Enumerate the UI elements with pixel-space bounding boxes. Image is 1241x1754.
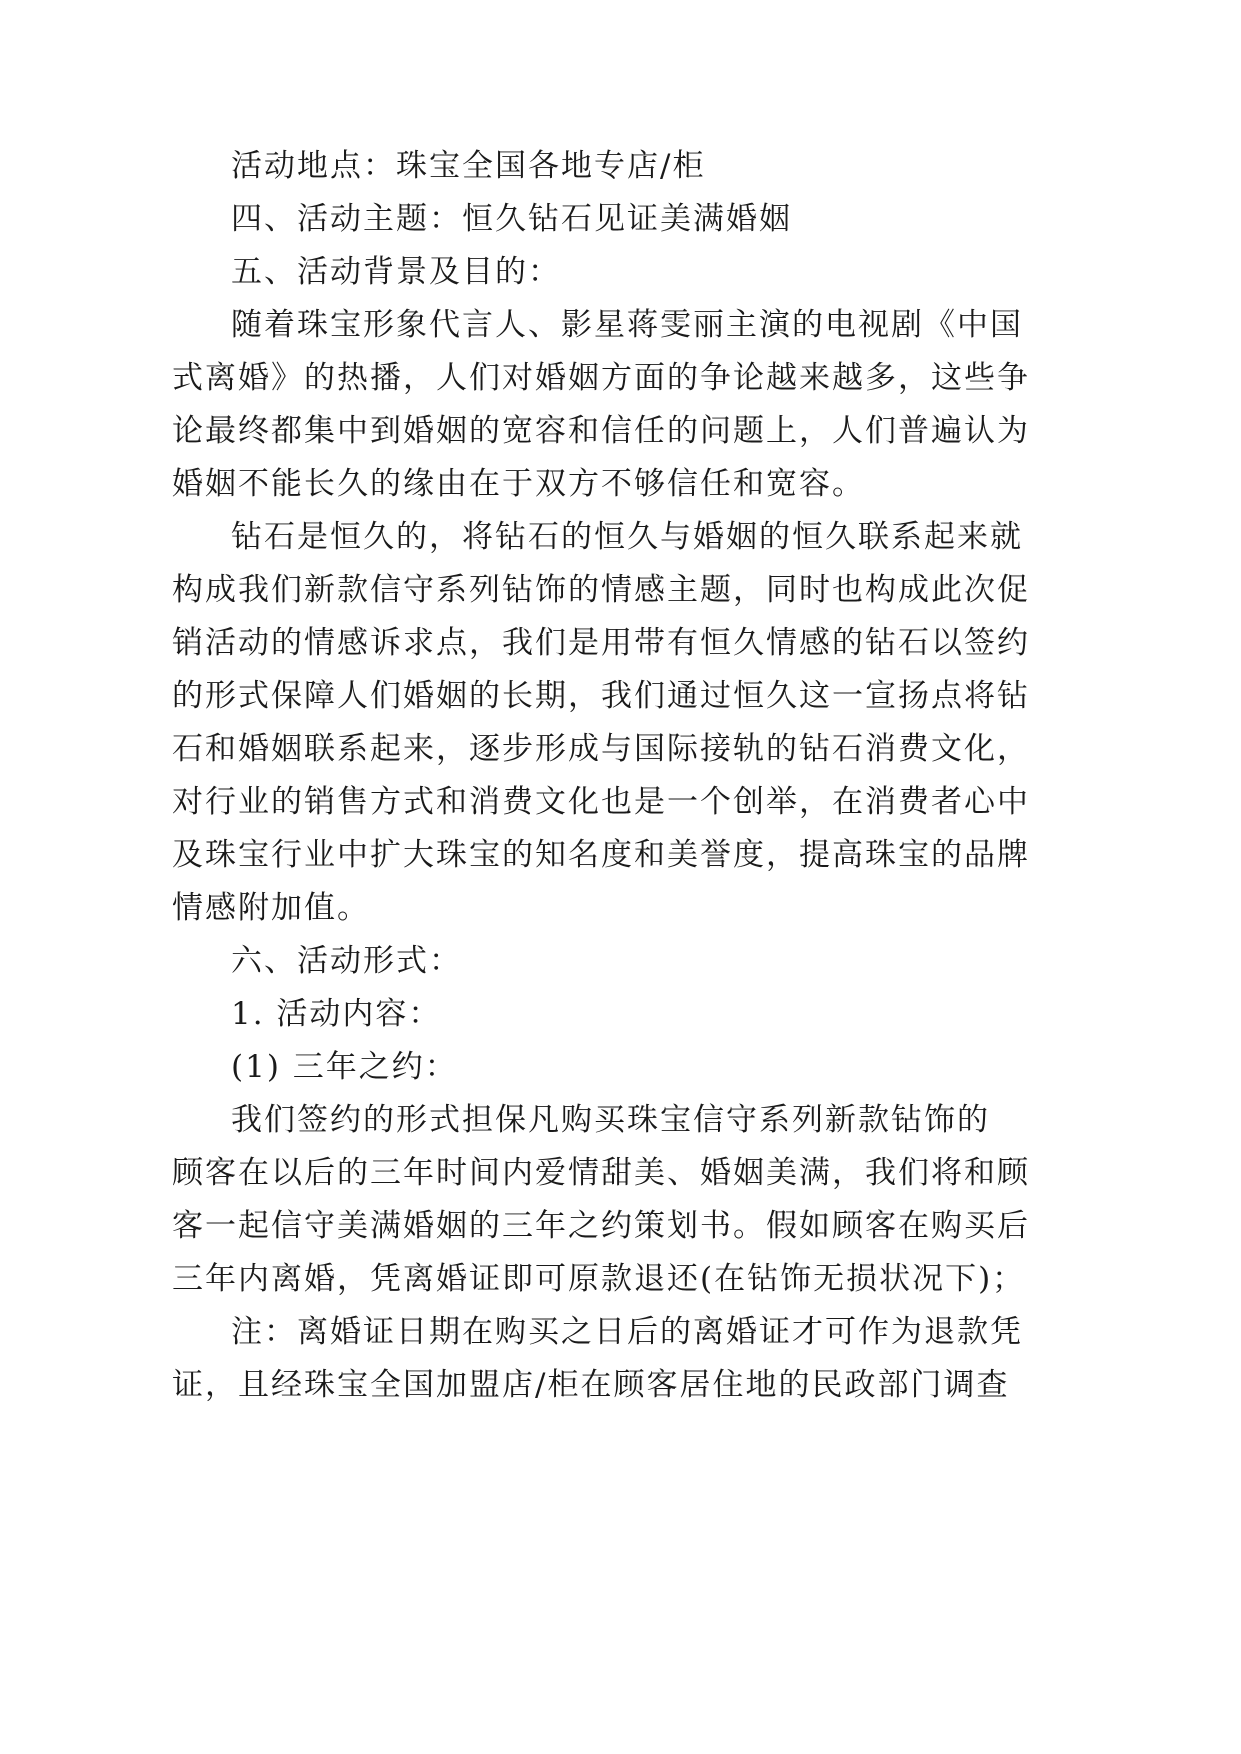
note-line: 注：离婚证日期在购买之日后的离婚证才可作为退款凭 <box>231 1314 1023 1350</box>
paragraph-line: 客一起信守美满婚姻的三年之约策划书。假如顾客在购买后 <box>172 1208 1030 1244</box>
paragraph-line: 销活动的情感诉求点，我们是用带有恒久情感的钻石以签约 <box>172 625 1030 661</box>
paragraph-line: 顾客在以后的三年时间内爱情甜美、婚姻美满，我们将和顾 <box>172 1155 1030 1191</box>
paragraph-line: 式离婚》的热播，人们对婚姻方面的争论越来越多，这些争 <box>172 360 1030 396</box>
note-line: 证，且经珠宝全国加盟店/柜在顾客居住地的民政部门调查 <box>172 1367 1010 1403</box>
paragraph-line: 随着珠宝形象代言人、影星蒋雯丽主演的电视剧《中国 <box>231 307 1023 343</box>
subsection-heading: 1. 活动内容： <box>231 996 442 1032</box>
paragraph-line: 钻石是恒久的，将钻石的恒久与婚姻的恒久联系起来就 <box>231 519 1023 555</box>
section-heading: 六、活动形式： <box>231 943 462 979</box>
paragraph-line: 对行业的销售方式和消费文化也是一个创举，在消费者心中 <box>172 784 1030 820</box>
section-heading: 五、活动背景及目的： <box>231 254 561 290</box>
paragraph-line: 我们签约的形式担保凡购买珠宝信守系列新款钻饰的 <box>231 1102 990 1138</box>
paragraph-line: 三年内离婚，凭离婚证即可原款退还(在钻饰无损状况下)； <box>172 1261 1026 1297</box>
section-heading: 四、活动主题：恒久钻石见证美满婚姻 <box>231 201 792 237</box>
paragraph-line: 婚姻不能长久的缘由在于双方不够信任和宽容。 <box>172 466 865 502</box>
paragraph-line: 的形式保障人们婚姻的长期，我们通过恒久这一宣扬点将钻 <box>172 678 1030 714</box>
paragraph-line: 构成我们新款信守系列钻饰的情感主题，同时也构成此次促 <box>172 572 1030 608</box>
paragraph-line: 石和婚姻联系起来，逐步形成与国际接轨的钻石消费文化， <box>172 731 1030 767</box>
paragraph-line: 活动地点：珠宝全国各地专店/柜 <box>231 148 706 184</box>
paragraph-line: 情感附加值。 <box>172 890 370 926</box>
subsection-heading: (1) 三年之约： <box>231 1049 458 1085</box>
paragraph-line: 及珠宝行业中扩大珠宝的知名度和美誉度，提高珠宝的品牌 <box>172 837 1030 873</box>
paragraph-line: 论最终都集中到婚姻的宽容和信任的问题上，人们普遍认为 <box>172 413 1030 449</box>
